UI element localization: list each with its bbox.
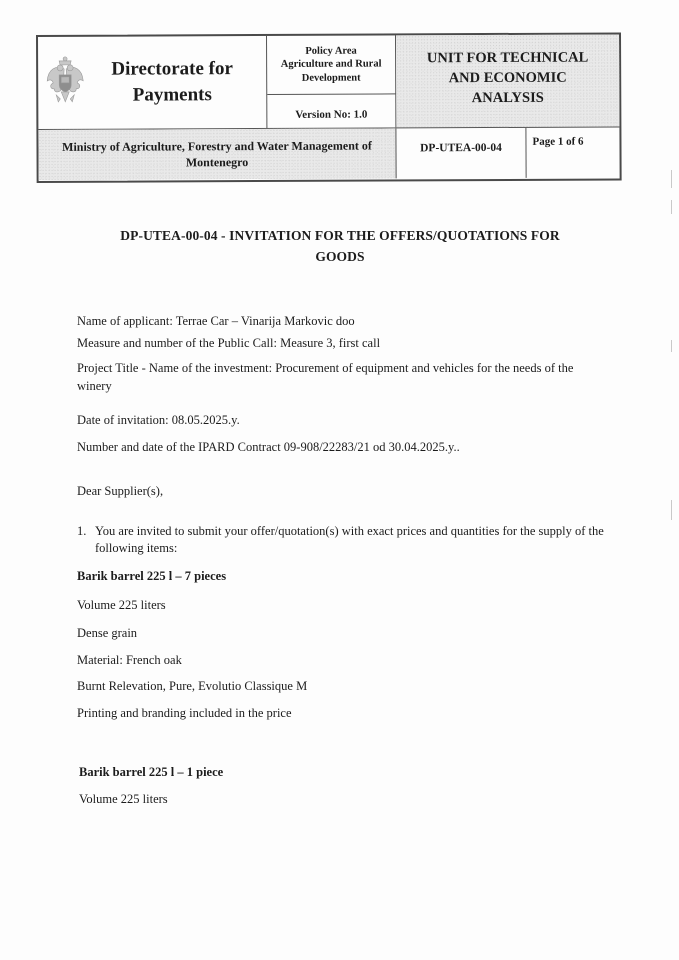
version-cell	[267, 94, 396, 128]
goods-spec: Material: French oak	[77, 653, 182, 667]
goods-heading: Barik barrel 225 l – 7 pieces	[77, 569, 227, 583]
goods-spec: Printing and branding included in the price	[77, 706, 292, 720]
project-title-field: Project Title - Name of the investment: Procurement of equipment and vehicles for the needs of the winery	[77, 361, 574, 393]
numbered-item-1	[77, 523, 607, 557]
item-number: 1.	[77, 524, 87, 538]
goods-spec: Volume 225 liters	[77, 598, 166, 612]
header-bottom-row	[38, 126, 619, 181]
document-header-table	[36, 32, 622, 183]
organization-name-line1: Directorate for	[111, 58, 233, 80]
version-number: Version No: 1.0	[295, 108, 368, 121]
montenegro-coat-of-arms-icon	[44, 55, 86, 107]
applicant-field: Name of applicant: Terrae Car – Vinarija Markovic doo	[77, 314, 355, 328]
ministry-name-line2: Montenegro	[185, 155, 249, 170]
unit-cell	[396, 34, 619, 127]
document-title-line1: DP-UTEA-00-04 - INVITATION FOR THE OFFERS/QUOTATIONS FOR	[120, 228, 560, 243]
date-of-invitation-field: Date of invitation: 08.05.2025.y.	[77, 413, 240, 427]
goods-heading: Barik barrel 225 l – 1 piece	[79, 765, 224, 779]
ipard-contract-field: Number and date of the IPARD Contract 09-908/22283/21 od 30.04.2025.y..	[77, 440, 460, 454]
unit-name-line3: ANALYSIS	[471, 89, 544, 107]
goods-spec: Volume 225 liters	[79, 792, 168, 806]
salutation: Dear Supplier(s),	[77, 484, 164, 498]
document-title	[70, 225, 610, 267]
goods-spec: Burnt Relevation, Pure, Evolutio Classique M	[77, 679, 308, 693]
policy-area-line2: Development	[301, 72, 361, 84]
scan-edge-marks	[669, 170, 675, 530]
unit-name-line1: UNIT FOR TECHNICAL	[426, 49, 589, 67]
policy-area-label: Policy Area	[305, 45, 357, 57]
document-code: DP-UTEA-00-04	[420, 141, 502, 155]
document-title-line2: GOODS	[315, 249, 365, 264]
ministry-name-line1: Ministry of Agriculture, Forestry and Water Management of	[62, 138, 372, 154]
organization-name-line2: Payments	[132, 84, 212, 106]
ministry-cell	[38, 128, 396, 180]
directorate-cell	[38, 36, 267, 129]
page-indicator-cell	[526, 127, 619, 177]
page-indicator: Page 1 of 6	[532, 135, 584, 148]
document-code-cell	[396, 128, 526, 179]
policy-area-cell	[267, 35, 396, 95]
policy-area-line1: Agriculture and Rural	[280, 58, 382, 71]
unit-name-line2: AND ECONOMIC	[448, 69, 567, 87]
measure-field: Measure and number of the Public Call: Measure 3, first call	[77, 336, 381, 350]
goods-spec: Dense grain	[77, 626, 138, 640]
item-text: You are invited to submit your offer/quotation(s) with exact prices and quantities for the supply of the following items:	[95, 524, 604, 555]
